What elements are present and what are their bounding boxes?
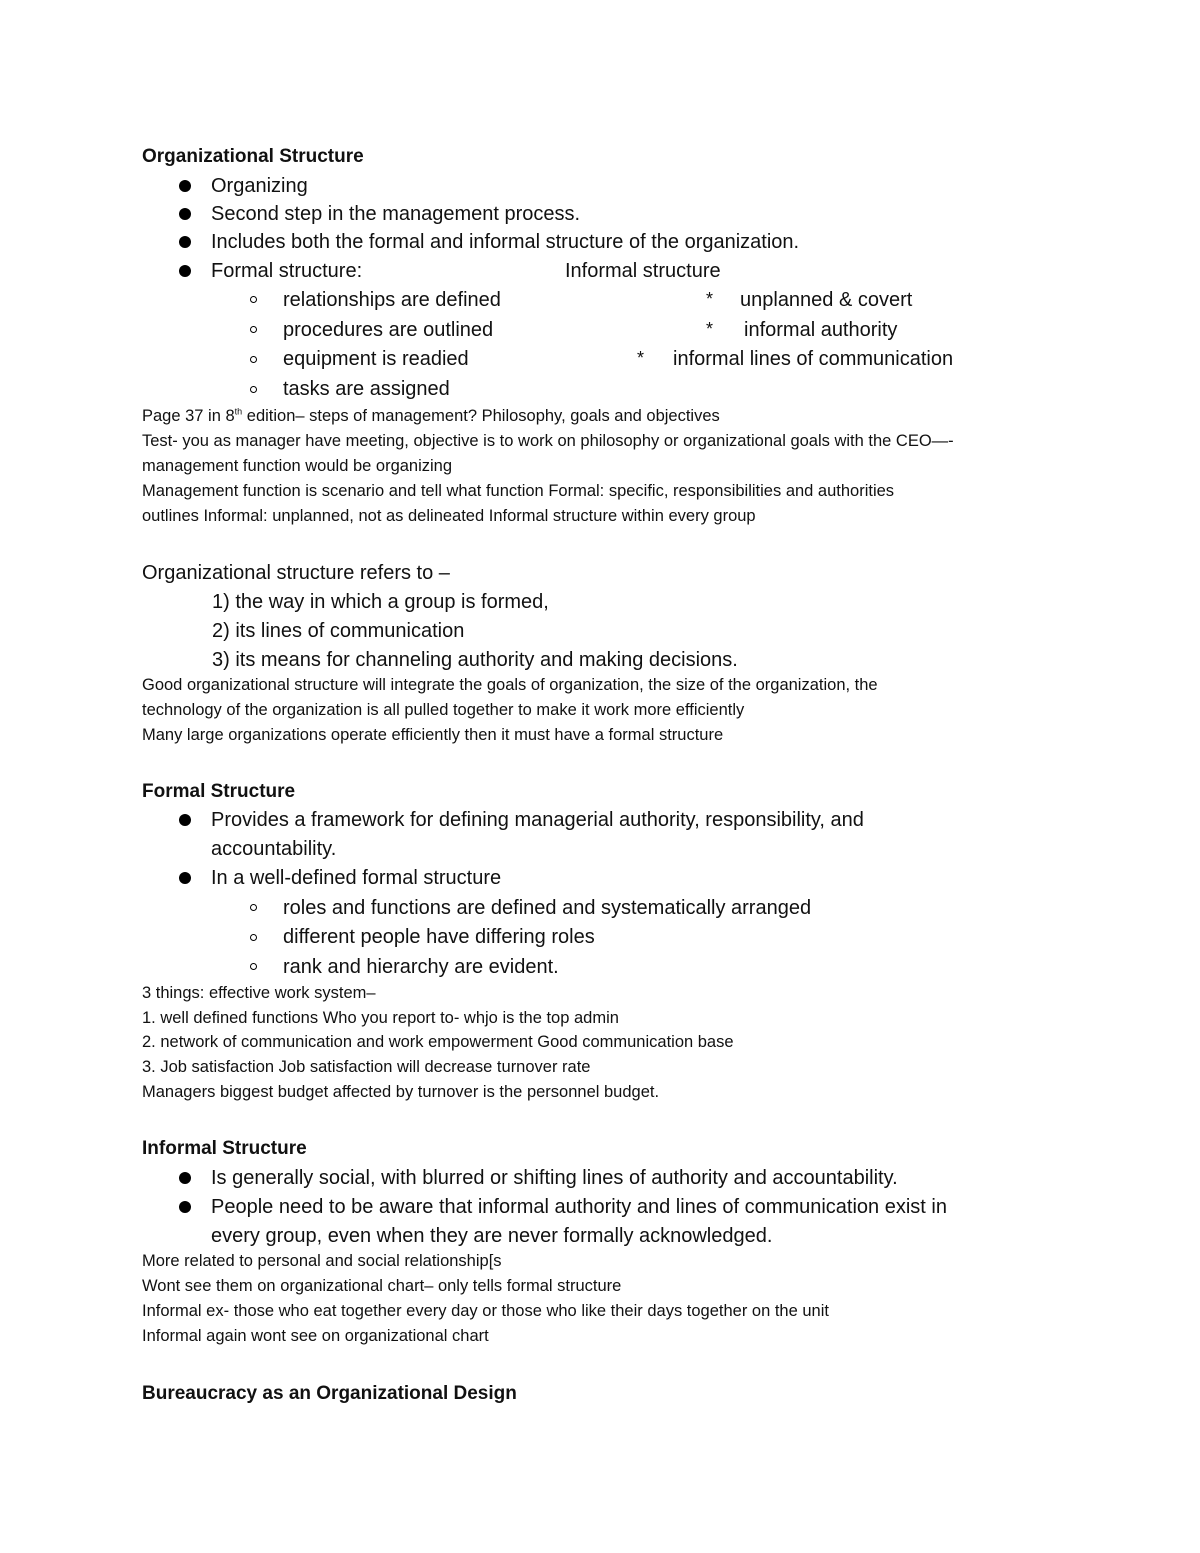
asterisk-icon: * — [637, 348, 645, 368]
bullet-text-continuation: every group, even when they are never formally acknowledged. — [211, 1225, 773, 1247]
formal-item: tasks are assigned — [283, 378, 450, 400]
note-line: 2. network of communication and work empowerment Good communication base — [142, 1033, 734, 1051]
formal-item: equipment is readied — [283, 348, 469, 370]
bullet-text-continuation: accountability. — [211, 838, 337, 860]
bullet-text: Organizing — [211, 175, 308, 197]
informal-item: informal lines of communication — [673, 348, 954, 370]
bullet-icon — [179, 1201, 191, 1213]
note-line: Many large organizations operate efficiently then it must have a formal structure — [142, 726, 724, 744]
note-line: management function would be organizing — [142, 457, 453, 475]
sub-bullet-icon — [250, 963, 257, 970]
informal-item: unplanned & covert — [740, 289, 913, 311]
note-line: 1. well defined functions Who you report to- whjo is the top admin — [142, 1009, 619, 1027]
formal-item: procedures are outlined — [283, 319, 494, 341]
definition-item: 1) the way in which a group is formed, — [212, 591, 549, 613]
sub-bullet-icon — [250, 356, 257, 363]
note-line: Page 37 in 8th edition– steps of management? Philosophy, goals and objectives — [142, 406, 720, 425]
bullet-icon — [179, 265, 191, 277]
bullet-icon — [179, 814, 191, 826]
bullet-text: Is generally social, with blurred or shifting lines of authority and accountability. — [211, 1167, 898, 1189]
definition-item: 2) its lines of communication — [212, 620, 465, 642]
section-heading-bureaucracy: Bureaucracy as an Organizational Design — [142, 1383, 517, 1404]
informal-structure-label: Informal structure — [565, 260, 721, 282]
sub-item: different people have differing roles — [283, 926, 595, 948]
sub-bullet-icon — [250, 934, 257, 941]
formal-item: relationships are defined — [283, 289, 501, 311]
note-line: outlines Informal: unplanned, not as delineated Informal structure within every group — [142, 507, 756, 525]
section-heading-organizational-structure: Organizational Structure — [142, 146, 364, 167]
note-line: Good organizational structure will integrate the goals of organization, the size of the organization, the — [142, 676, 878, 694]
sub-bullet-icon — [250, 904, 257, 911]
informal-item: informal authority — [744, 319, 898, 341]
formal-structure-label: Formal structure: — [211, 260, 363, 282]
asterisk-icon: * — [706, 319, 714, 339]
bullet-text: People need to be aware that informal authority and lines of communication exist in — [211, 1196, 947, 1218]
bullet-icon — [179, 236, 191, 248]
bullet-text: Provides a framework for defining managerial authority, responsibility, and — [211, 809, 864, 831]
note-line: Test- you as manager have meeting, objective is to work on philosophy or organizational goals with the CEO—- — [142, 432, 954, 450]
bullet-icon — [179, 208, 191, 220]
note-line: Informal again wont see on organizational chart — [142, 1327, 489, 1345]
sub-item: rank and hierarchy are evident. — [283, 956, 559, 978]
note-line: Informal ex- those who eat together every day or those who like their days together on the unit — [142, 1302, 829, 1320]
asterisk-icon: * — [706, 289, 714, 309]
note-line: Management function is scenario and tell what function Formal: specific, responsibilities and authorities — [142, 482, 895, 500]
note-line: Wont see them on organizational chart– only tells formal structure — [142, 1277, 622, 1295]
structure-definition-lead: Organizational structure refers to – — [142, 562, 450, 584]
sub-bullet-icon — [250, 326, 257, 333]
note-line: Managers biggest budget affected by turnover is the personnel budget. — [142, 1083, 660, 1101]
note-line: technology of the organization is all pulled together to make it work more efficiently — [142, 701, 745, 719]
bullet-text: In a well-defined formal structure — [211, 867, 502, 889]
bullet-icon — [179, 1172, 191, 1184]
bullet-icon — [179, 872, 191, 884]
sub-item: roles and functions are defined and systematically arranged — [283, 897, 812, 919]
definition-item: 3) its means for channeling authority and making decisions. — [212, 649, 738, 671]
bullet-text: Second step in the management process. — [211, 203, 581, 225]
section-heading-informal-structure: Informal Structure — [142, 1138, 307, 1159]
section-heading-formal-structure: Formal Structure — [142, 781, 296, 802]
bullet-text: Includes both the formal and informal structure of the organization. — [211, 231, 800, 253]
sub-bullet-icon — [250, 386, 257, 393]
note-line: 3 things: effective work system– — [142, 984, 376, 1002]
sub-bullet-icon — [250, 296, 257, 303]
note-line: More related to personal and social relationship[s — [142, 1252, 502, 1270]
note-line: 3. Job satisfaction Job satisfaction will decrease turnover rate — [142, 1058, 591, 1076]
bullet-icon — [179, 180, 191, 192]
